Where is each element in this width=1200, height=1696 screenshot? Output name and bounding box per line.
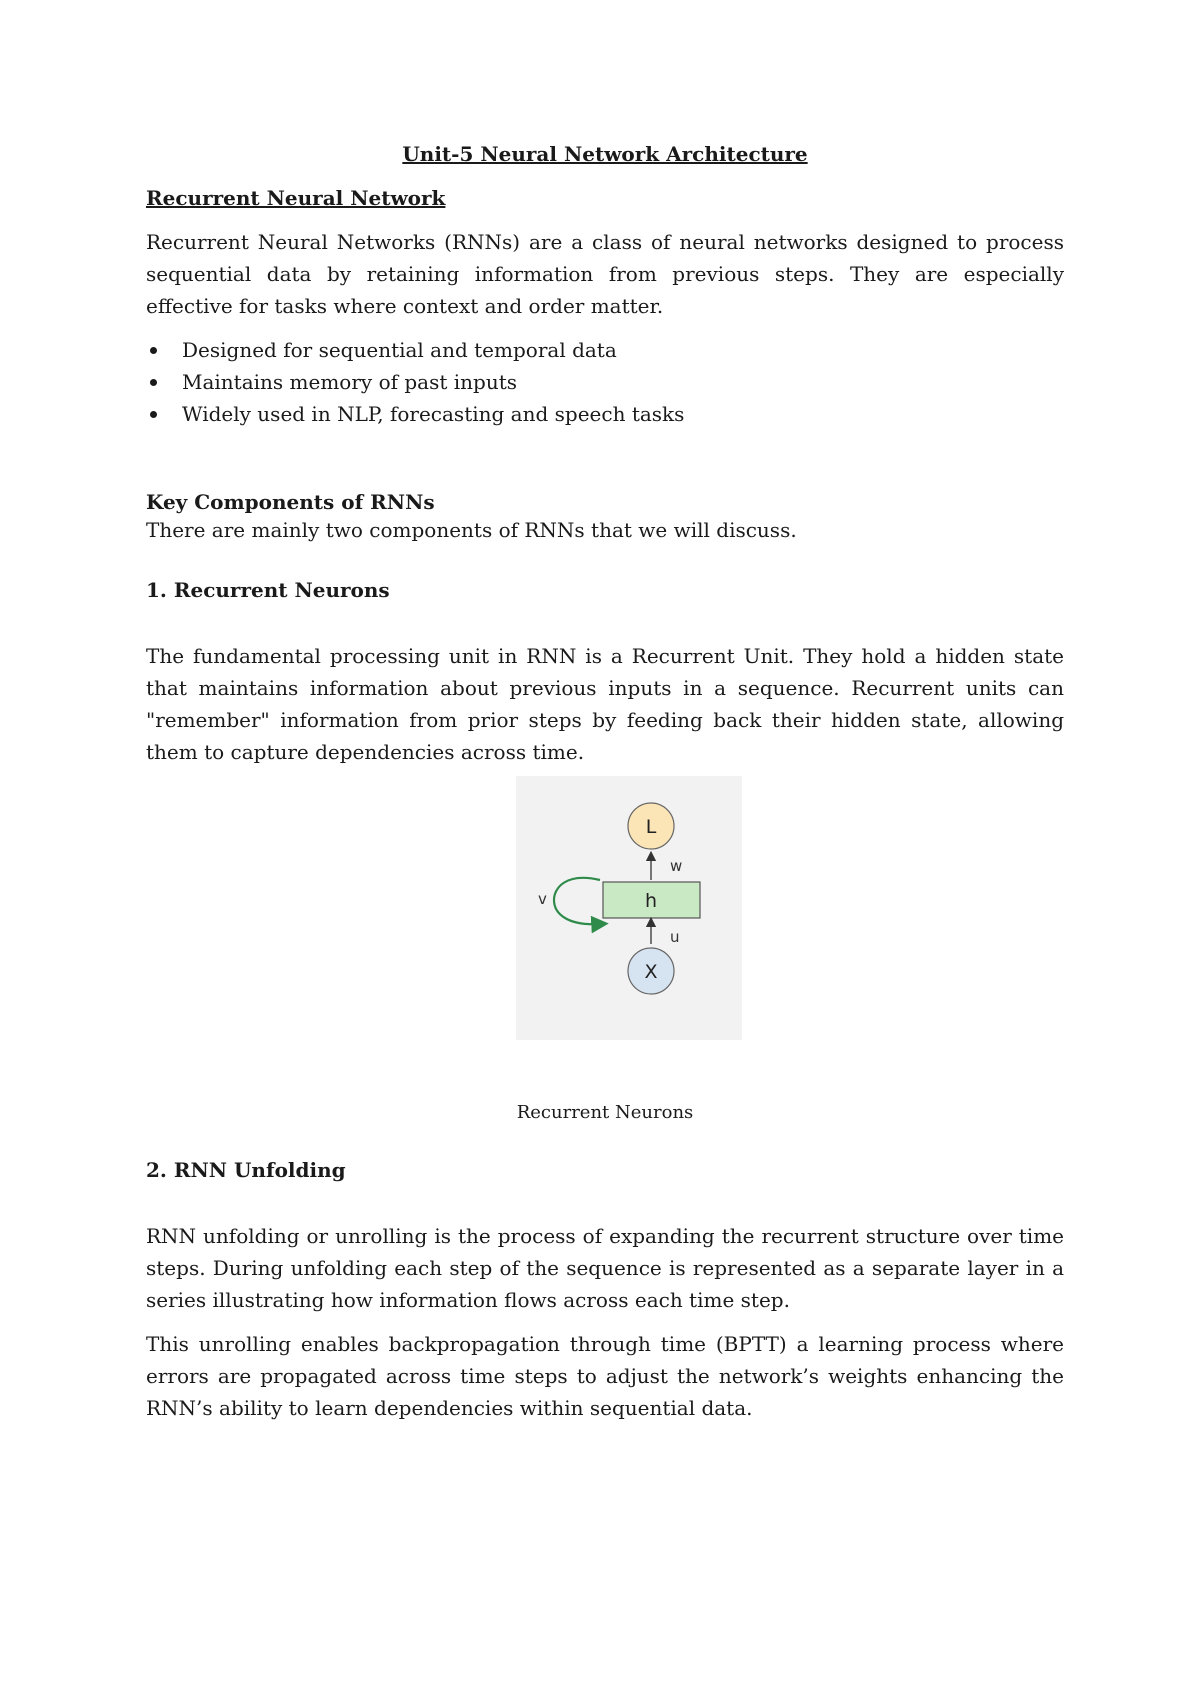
recurrent-neuron-figure	[146, 776, 1064, 1046]
bullet-icon	[150, 379, 157, 386]
recurrent-neuron-diagram	[516, 776, 742, 1040]
output-node-label: L	[645, 816, 657, 838]
hidden-state-label: h	[644, 890, 658, 912]
recurrent-loop-arrow	[554, 878, 600, 924]
bullet-icon	[150, 347, 157, 354]
list-item: Maintains memory of past inputs	[146, 366, 1064, 398]
rnn-feature-list	[146, 334, 1064, 430]
rnn-intro-paragraph: Recurrent Neural Networks (RNNs) are a class of neural networks designed to process sequential data by retaining information from previous steps. They are especially effective for tasks where context and order matter.	[146, 230, 1064, 318]
section-heading-key-components: Key Components of RNNs	[146, 490, 435, 514]
rnn-unfolding-paragraph-1: RNN unfolding or unrolling is the process of expanding the recurrent structure over time steps. During unfolding each step of the sequence is represented as a separate layer in a series illustrating how information flows across each time step.	[146, 1224, 1064, 1312]
section-heading-recurrent-neurons: 1. Recurrent Neurons	[146, 578, 390, 602]
diagram-background	[516, 776, 742, 1040]
input-node-label: X	[644, 961, 658, 983]
weight-w-label: w	[670, 857, 683, 875]
key-components-intro: There are mainly two components of RNNs that we will discuss.	[146, 518, 797, 542]
rnn-unfolding-paragraph-2: This unrolling enables backpropagation through time (BPTT) a learning process where errors are propagated across time steps to adjust the network’s weights enhancing the RNN’s ability to learn dependencies within sequential data.	[146, 1332, 1064, 1420]
section-heading-rnn-unfolding: 2. RNN Unfolding	[146, 1158, 346, 1182]
page-title: Unit-5 Neural Network Architecture	[402, 142, 808, 166]
list-item: Widely used in NLP, forecasting and speech tasks	[146, 398, 1064, 430]
figure-caption: Recurrent Neurons	[516, 1102, 694, 1123]
section-heading-rnn: Recurrent Neural Network	[146, 186, 446, 210]
document-content	[146, 140, 1064, 1436]
recurrent-neurons-paragraph: The fundamental processing unit in RNN is a Recurrent Unit. They hold a hidden state that maintains information about previous inputs in a sequence. Recurrent units can "remember" information from prior steps by feeding back their hidden state, allowing them to capture dependencies across time.	[146, 644, 1064, 764]
weight-u-label: u	[670, 928, 680, 946]
list-item: Designed for sequential and temporal data	[146, 334, 1064, 366]
bullet-icon	[150, 411, 157, 418]
weight-v-label: v	[538, 890, 547, 908]
